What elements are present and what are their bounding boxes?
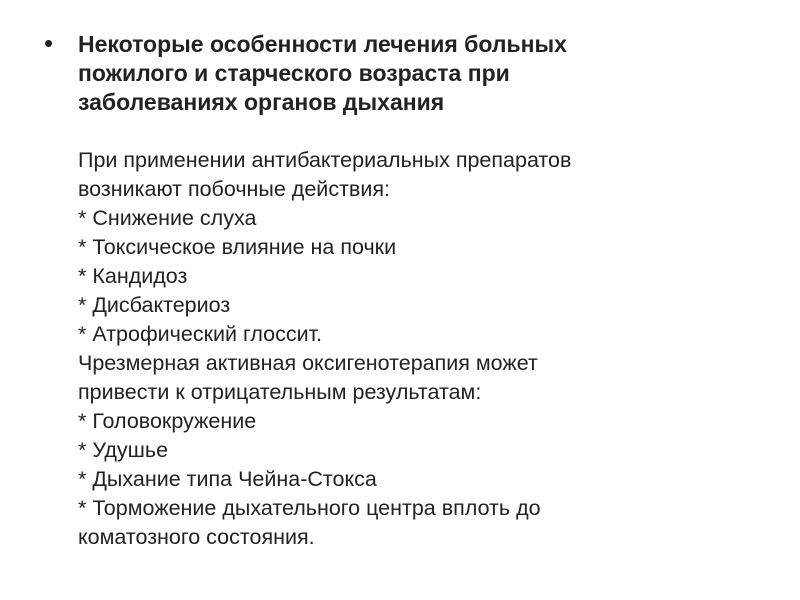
negative-result-item-continuation: коматозного состояния.	[78, 525, 315, 549]
title-line-3: заболеваниях органов дыхания	[78, 89, 445, 115]
body-intro-line-1: При применении антибактериальных препаратов	[78, 148, 572, 172]
slide-title	[78, 30, 778, 117]
slide-body	[78, 146, 778, 552]
title-line-2: пожилого и старческого возраста при	[78, 60, 510, 86]
slide-content	[78, 30, 778, 552]
negative-result-item: * Торможение дыхательного центра вплоть до	[78, 496, 541, 520]
body-intro-line-2: возникают побочные действия:	[78, 177, 390, 201]
negative-result-item: * Дыхание типа Чейна-Стокса	[78, 467, 377, 491]
negative-result-item: * Головокружение	[78, 409, 257, 433]
side-effect-item: * Атрофический глоссит.	[78, 322, 323, 346]
bullet-marker: •	[44, 28, 54, 58]
oxygen-therapy-line-2: привести к отрицательным результатам:	[78, 380, 482, 404]
negative-result-item: * Удушье	[78, 438, 169, 462]
oxygen-therapy-line-1: Чрезмерная активная оксигенотерапия может	[78, 351, 538, 375]
side-effect-item: * Кандидоз	[78, 264, 188, 288]
side-effect-item: * Токсическое влияние на почки	[78, 235, 397, 259]
side-effect-item: * Дисбактериоз	[78, 293, 231, 317]
title-line-1: Некоторые особенности лечения больных	[78, 31, 567, 57]
side-effect-item: * Снижение слуха	[78, 206, 257, 230]
